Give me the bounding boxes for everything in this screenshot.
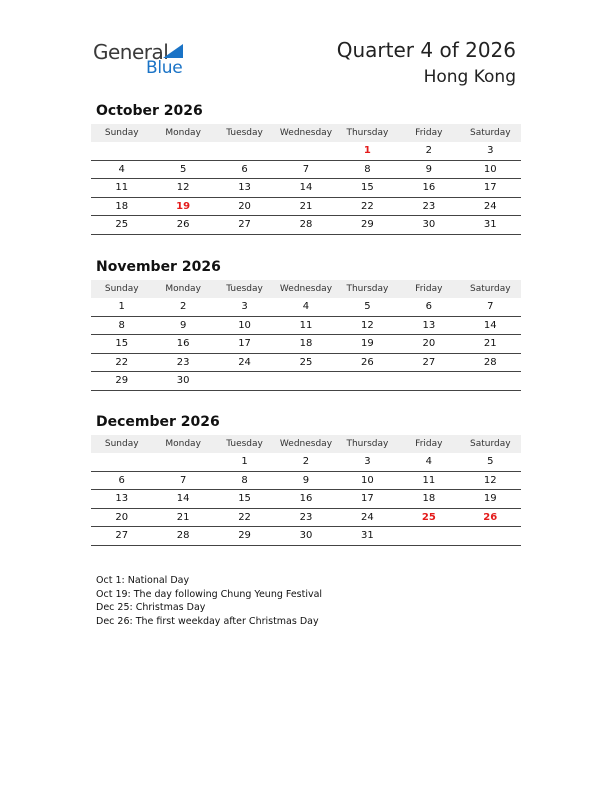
empty-cell	[460, 527, 521, 546]
day-cell: 4	[91, 160, 152, 179]
day-cell: 12	[337, 316, 398, 335]
weekday-header: Friday	[398, 435, 459, 453]
day-cell: 26	[152, 216, 213, 235]
day-cell: 23	[398, 197, 459, 216]
weekday-header: Saturday	[460, 435, 521, 453]
day-cell: 21	[460, 335, 521, 354]
week-row	[91, 372, 521, 391]
empty-cell	[337, 372, 398, 391]
day-cell: 21	[152, 508, 213, 527]
week-row	[91, 471, 521, 490]
weekday-header: Thursday	[337, 435, 398, 453]
holiday-note: Oct 1: National Day	[96, 575, 190, 586]
day-cell: 7	[152, 471, 213, 490]
week-row	[91, 316, 521, 335]
day-cell: 30	[152, 372, 213, 391]
page-title: Quarter 4 of 2026	[336, 38, 516, 62]
day-cell: 16	[275, 490, 336, 509]
day-cell: 16	[152, 335, 213, 354]
weekday-header: Monday	[152, 435, 213, 453]
week-row	[91, 197, 521, 216]
day-cell: 26	[337, 353, 398, 372]
week-row	[91, 490, 521, 509]
day-cell: 15	[91, 335, 152, 354]
weekday-header: Friday	[398, 280, 459, 298]
day-cell: 5	[337, 298, 398, 316]
day-cell: 11	[275, 316, 336, 335]
empty-cell	[152, 453, 213, 471]
weekday-header: Wednesday	[275, 124, 336, 142]
day-cell: 10	[214, 316, 275, 335]
week-row	[91, 508, 521, 527]
day-cell: 12	[152, 179, 213, 198]
weekday-header: Sunday	[91, 280, 152, 298]
month-title: October 2026	[96, 103, 203, 119]
day-cell: 7	[460, 298, 521, 316]
day-cell: 9	[398, 160, 459, 179]
day-cell: 16	[398, 179, 459, 198]
day-cell: 8	[214, 471, 275, 490]
day-cell: 6	[214, 160, 275, 179]
calendar-table	[91, 124, 521, 235]
day-cell: 22	[91, 353, 152, 372]
weekday-header: Sunday	[91, 124, 152, 142]
weekday-header-row	[91, 435, 521, 453]
day-cell: 29	[214, 527, 275, 546]
calendar-table	[91, 435, 521, 546]
weekday-header: Sunday	[91, 435, 152, 453]
weekday-header: Thursday	[337, 124, 398, 142]
weekday-header: Thursday	[337, 280, 398, 298]
logo	[93, 40, 203, 80]
day-cell: 14	[152, 490, 213, 509]
day-cell: 4	[275, 298, 336, 316]
day-cell: 29	[91, 372, 152, 391]
day-cell: 24	[460, 197, 521, 216]
day-cell: 20	[214, 197, 275, 216]
day-cell: 28	[152, 527, 213, 546]
day-cell: 11	[398, 471, 459, 490]
month-title: December 2026	[96, 414, 220, 430]
logo-general-text: General	[93, 40, 169, 64]
day-cell: 1	[214, 453, 275, 471]
holiday-notes	[96, 574, 322, 629]
day-cell: 25	[91, 216, 152, 235]
empty-cell	[91, 142, 152, 160]
holiday-note: Dec 25: Christmas Day	[96, 602, 206, 614]
day-cell: 24	[337, 508, 398, 527]
empty-cell	[91, 453, 152, 471]
day-cell: 3	[337, 453, 398, 471]
month-october	[91, 102, 521, 235]
holiday-note: Dec 26: The first weekday after Christmas Day	[96, 616, 319, 628]
day-cell: 31	[460, 216, 521, 235]
day-cell: 13	[214, 179, 275, 198]
day-cell: 22	[214, 508, 275, 527]
weekday-header: Friday	[398, 124, 459, 142]
day-cell: 17	[460, 179, 521, 198]
weekday-header-row	[91, 124, 521, 142]
day-cell: 3	[214, 298, 275, 316]
day-cell: 18	[275, 335, 336, 354]
week-row	[91, 527, 521, 546]
day-cell: 31	[337, 527, 398, 546]
day-cell: 4	[398, 453, 459, 471]
calendar-table	[91, 280, 521, 391]
week-row	[91, 335, 521, 354]
day-cell: 26	[460, 508, 521, 527]
weekday-header: Saturday	[460, 124, 521, 142]
day-cell: 27	[398, 353, 459, 372]
week-row	[91, 298, 521, 316]
week-row	[91, 216, 521, 235]
week-row	[91, 142, 521, 160]
empty-cell	[398, 372, 459, 391]
day-cell: 8	[91, 316, 152, 335]
day-cell: 2	[152, 298, 213, 316]
day-cell: 9	[152, 316, 213, 335]
day-cell: 27	[214, 216, 275, 235]
weekday-header: Monday	[152, 280, 213, 298]
day-cell: 3	[460, 142, 521, 160]
weekday-header: Tuesday	[214, 124, 275, 142]
day-cell: 28	[460, 353, 521, 372]
day-cell: 13	[398, 316, 459, 335]
day-cell: 19	[337, 335, 398, 354]
month-december	[91, 413, 521, 546]
day-cell: 10	[337, 471, 398, 490]
region-name: Hong Kong	[423, 67, 516, 87]
logo-blue-text: Blue	[146, 58, 183, 78]
weekday-header-row	[91, 280, 521, 298]
day-cell: 27	[91, 527, 152, 546]
day-cell: 2	[398, 142, 459, 160]
weekday-header: Wednesday	[275, 435, 336, 453]
day-cell: 5	[152, 160, 213, 179]
week-row	[91, 353, 521, 372]
empty-cell	[275, 142, 336, 160]
day-cell: 10	[460, 160, 521, 179]
day-cell: 2	[275, 453, 336, 471]
day-cell: 1	[91, 298, 152, 316]
logo-triangle-icon	[163, 44, 183, 58]
month-title: November 2026	[96, 259, 221, 275]
weekday-header: Wednesday	[275, 280, 336, 298]
day-cell: 23	[275, 508, 336, 527]
day-cell: 19	[152, 197, 213, 216]
day-cell: 30	[275, 527, 336, 546]
empty-cell	[214, 372, 275, 391]
day-cell: 20	[398, 335, 459, 354]
weekday-header: Monday	[152, 124, 213, 142]
day-cell: 25	[275, 353, 336, 372]
day-cell: 15	[337, 179, 398, 198]
day-cell: 24	[214, 353, 275, 372]
empty-cell	[275, 372, 336, 391]
month-november	[91, 258, 521, 391]
day-cell: 7	[275, 160, 336, 179]
day-cell: 8	[337, 160, 398, 179]
week-row	[91, 160, 521, 179]
empty-cell	[398, 527, 459, 546]
day-cell: 6	[398, 298, 459, 316]
day-cell: 9	[275, 471, 336, 490]
day-cell: 5	[460, 453, 521, 471]
day-cell: 19	[460, 490, 521, 509]
empty-cell	[152, 142, 213, 160]
day-cell: 18	[398, 490, 459, 509]
day-cell: 18	[91, 197, 152, 216]
day-cell: 14	[460, 316, 521, 335]
week-row	[91, 453, 521, 471]
day-cell: 11	[91, 179, 152, 198]
weekday-header: Tuesday	[214, 280, 275, 298]
weekday-header: Saturday	[460, 280, 521, 298]
day-cell: 14	[275, 179, 336, 198]
empty-cell	[460, 372, 521, 391]
weekday-header: Tuesday	[214, 435, 275, 453]
day-cell: 20	[91, 508, 152, 527]
day-cell: 21	[275, 197, 336, 216]
day-cell: 23	[152, 353, 213, 372]
day-cell: 29	[337, 216, 398, 235]
day-cell: 22	[337, 197, 398, 216]
day-cell: 13	[91, 490, 152, 509]
day-cell: 1	[337, 142, 398, 160]
holiday-note: Oct 19: The day following Chung Yeung Festival	[96, 588, 323, 600]
empty-cell	[214, 142, 275, 160]
week-row	[91, 179, 521, 198]
day-cell: 6	[91, 471, 152, 490]
day-cell: 30	[398, 216, 459, 235]
day-cell: 25	[398, 508, 459, 527]
day-cell: 28	[275, 216, 336, 235]
day-cell: 17	[337, 490, 398, 509]
day-cell: 17	[214, 335, 275, 354]
day-cell: 12	[460, 471, 521, 490]
day-cell: 15	[214, 490, 275, 509]
